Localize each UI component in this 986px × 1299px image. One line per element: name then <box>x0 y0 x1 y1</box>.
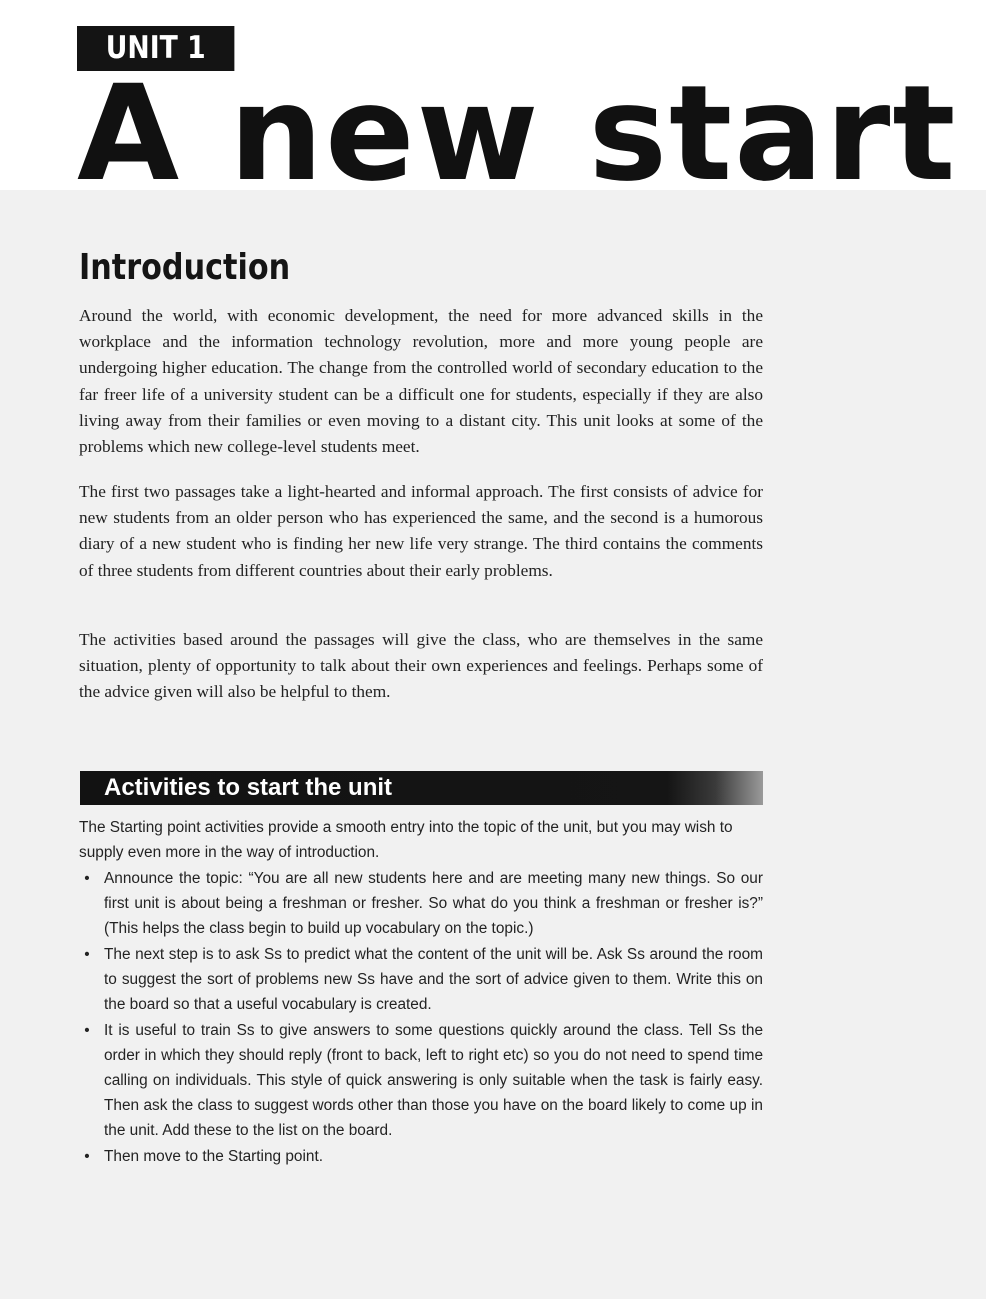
introduction-paragraph: The first two passages take a light-hearted and informal approach. The first consists of advice for new students from an older person who has experienced the same, and the second is a humorous diary of a new student who is finding her new life very strange. The third contains the comments of three students from different countries about their early problems. <box>79 482 763 580</box>
list-item <box>79 866 763 941</box>
introduction-paragraph: Around the world, with economic development, the need for more advanced skills in the workplace and the information technology revolution, more and more young people are undergoing higher education. The change from the controlled world of secondary education to the far freer life of a university student can be a difficult one for students, especially if they are also living away from their families or even moving to a distant city. This unit looks at some of the problems which new college-level students meet. <box>79 306 763 457</box>
activities-heading: Activities to start the unit <box>104 774 393 801</box>
activities-intro-paragraph: The Starting point activities provide a smooth entry into the topic of the unit, but you may wish to supply even more in the way of introduction. <box>79 819 733 861</box>
activities-bullet-list <box>79 866 763 1169</box>
bullet-icon: • <box>84 1022 90 1039</box>
list-item-text: Announce the topic: “You are all new students here and are meeting many new things. So our first unit is about being a freshman or fresher. So what do you think a freshman or fresher is?” (This helps the class begin to build up vocabulary on the topic.) <box>104 870 763 937</box>
activities-heading-bar <box>80 771 763 805</box>
introduction-heading: Introduction <box>79 247 291 288</box>
introduction-paragraph: The activities based around the passages will give the class, who are themselves in the same situation, plenty of opportunity to talk about their own experiences and feelings. Perhaps some of the advice given will also be helpful to them. <box>79 630 763 702</box>
unit-label: UNIT 1 <box>77 26 234 71</box>
list-item <box>79 942 763 1017</box>
bullet-icon: • <box>84 1148 90 1165</box>
list-item <box>79 1018 763 1143</box>
list-item-text: It is useful to train Ss to give answers to some questions quickly around the class. Tell Ss the order in which they should reply (front to back, left to right etc) so you do not need to spend time calling on individuals. This style of quick answering is only suitable when the task is fairly easy. Then ask the class to suggest words other than those you have on the board likely to come up in the unit. Add these to the list on the board. <box>104 1022 763 1139</box>
list-item-text: The next step is to ask Ss to predict what the content of the unit will be. Ask Ss around the room to suggest the sort of problems new Ss have and the sort of advice given to them. Write this on the board so that a useful vocabulary is created. <box>104 946 763 1013</box>
bullet-icon: • <box>84 870 90 887</box>
unit-title: A new start <box>77 57 958 211</box>
list-item <box>79 1144 763 1169</box>
bullet-icon: • <box>84 946 90 963</box>
list-item-text: Then move to the Starting point. <box>104 1148 324 1165</box>
